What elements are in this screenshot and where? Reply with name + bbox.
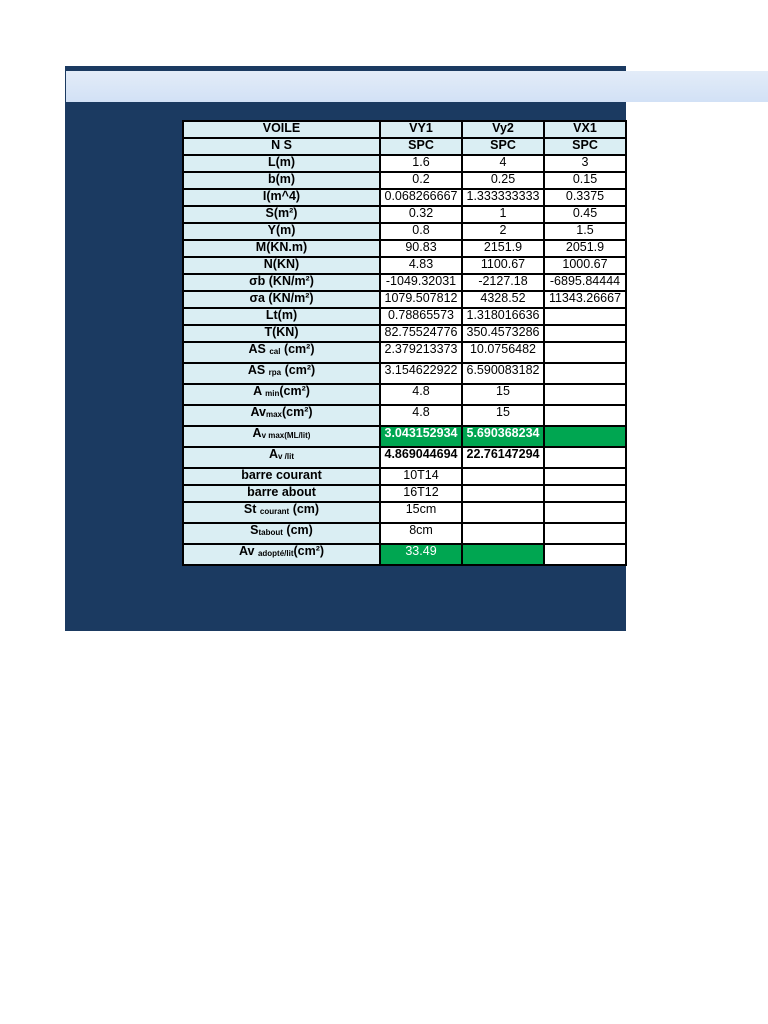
table-cell: 90.83 [380,240,462,257]
table-cell [544,384,626,405]
table-cell: -2127.18 [462,274,544,291]
label-subscript: cal [269,347,281,356]
table-cell: 4.8 [380,405,462,426]
table-cell [462,468,544,485]
table-cell: 10T14 [380,468,462,485]
table-cell: 1000.67 [544,257,626,274]
table-cell: SPC [544,138,626,155]
table-cell: 82.75524776 [380,325,462,342]
header-row [183,121,626,138]
table-cell [544,363,626,384]
table-row [183,447,626,468]
table-row [183,223,626,240]
table-row [183,189,626,206]
row-label: I(m^4) [183,189,380,206]
label-unit: (cm²) [281,405,313,419]
table-cell [544,405,626,426]
table-row [183,257,626,274]
table-cell [544,468,626,485]
table-cell: 4 [462,155,544,172]
table-cell: 1100.67 [462,257,544,274]
label-main: A [253,384,266,398]
table-cell: 2151.9 [462,240,544,257]
column-header-vy1: VY1 [380,121,462,138]
voile-table [182,120,627,566]
table-cell [462,502,544,523]
label-main: A [268,447,278,461]
label-unit: (cm) [282,523,313,537]
table-cell: 15 [462,384,544,405]
row-label: L(m) [183,155,380,172]
header-bar [66,71,768,102]
table-row [183,485,626,502]
table-cell: -1049.32031 [380,274,462,291]
table-row [183,172,626,189]
table-row [183,544,626,565]
table-cell [462,544,544,565]
table-cell: SPC [380,138,462,155]
table-cell: 0.25 [462,172,544,189]
label-unit: (cm²) [279,384,310,398]
table-cell: -6895.84444 [544,274,626,291]
table-cell [544,447,626,468]
table-row [183,240,626,257]
table-row [183,405,626,426]
table-cell: 0.32 [380,206,462,223]
table-row [183,502,626,523]
table-cell: 3 [544,155,626,172]
label-main: AS [248,342,270,356]
table-cell [544,325,626,342]
table-cell: 1.318016636 [462,308,544,325]
label-main: A [252,426,262,440]
row-label [183,405,380,426]
table-cell: 4.869044694 [380,447,462,468]
table-cell: 0.45 [544,206,626,223]
table-cell: 15cm [380,502,462,523]
table-cell [544,502,626,523]
table-row [183,468,626,485]
table-row [183,363,626,384]
table-cell: 0.78865573 [380,308,462,325]
table-cell: 2 [462,223,544,240]
row-label: barre courant [183,468,380,485]
table-cell: 4.8 [380,384,462,405]
row-label: M(KN.m) [183,240,380,257]
table-row [183,155,626,172]
label-main: Av [250,405,266,419]
table-cell: 0.8 [380,223,462,240]
label-unit: (cm²) [280,342,315,356]
table-cell [544,523,626,544]
label-main: S [250,523,259,537]
label-subscript: v /lit [278,452,295,461]
label-unit: (cm²) [293,544,325,558]
table-cell: 6.590083182 [462,363,544,384]
table-cell: 10.0756482 [462,342,544,363]
column-header-vy2: Vy2 [462,121,544,138]
row-label [183,544,380,565]
row-label [183,426,380,447]
table-cell [544,342,626,363]
table-cell: 3.043152934 [380,426,462,447]
row-label [183,342,380,363]
row-label [183,447,380,468]
label-main: Av [238,544,258,558]
label-subscript: tabout [258,528,283,537]
label-main: AS [247,363,269,377]
table-cell [462,523,544,544]
table-cell: SPC [462,138,544,155]
table-cell: 11343.26667 [544,291,626,308]
row-label: σa (KN/m²) [183,291,380,308]
column-header-voile: VOILE [183,121,380,138]
row-label: barre about [183,485,380,502]
label-subscript: v max(ML/lit) [261,431,311,440]
table-cell: 3.154622922 [380,363,462,384]
row-label: T(KN) [183,325,380,342]
label-main: St [243,502,260,516]
table-cell: 5.690368234 [462,426,544,447]
table-cell [544,544,626,565]
table-cell: 4.83 [380,257,462,274]
table-row [183,426,626,447]
table-cell: 2.379213373 [380,342,462,363]
table-row [183,523,626,544]
row-label: Lt(m) [183,308,380,325]
label-subscript: courant [259,507,290,516]
table-cell: 8cm [380,523,462,544]
table-cell: 350.4573286 [462,325,544,342]
label-subscript: rpa [268,368,282,377]
table-cell: 2051.9 [544,240,626,257]
row-label: S(m²) [183,206,380,223]
table-row [183,138,626,155]
table-cell: 0.2 [380,172,462,189]
table-cell: 16T12 [380,485,462,502]
table-cell: 1.333333333 [462,189,544,206]
table-row [183,291,626,308]
table-cell [544,485,626,502]
table-cell: 1 [462,206,544,223]
table-row [183,308,626,325]
table-row [183,325,626,342]
label-unit: (cm) [289,502,320,516]
table-cell: 4328.52 [462,291,544,308]
table-cell: 15 [462,405,544,426]
table-row [183,206,626,223]
label-subscript: adopté/lit [257,549,294,558]
table-row [183,384,626,405]
table-cell: 0.15 [544,172,626,189]
label-unit: (cm²) [281,363,316,377]
table-cell: 33.49 [380,544,462,565]
table-cell: 1.6 [380,155,462,172]
row-label [183,384,380,405]
table-cell: 1.5 [544,223,626,240]
row-label: σb (KN/m²) [183,274,380,291]
column-header-vx1: VX1 [544,121,626,138]
row-label: N(KN) [183,257,380,274]
table-row [183,342,626,363]
row-label [183,523,380,544]
row-label: b(m) [183,172,380,189]
table-cell: 0.3375 [544,189,626,206]
table-cell [544,308,626,325]
label-subscript: max [265,410,282,419]
row-label: Y(m) [183,223,380,240]
label-subscript: min [265,389,280,398]
table-cell [544,426,626,447]
row-label: N S [183,138,380,155]
table-row [183,274,626,291]
row-label [183,502,380,523]
table-cell: 1079.507812 [380,291,462,308]
row-label [183,363,380,384]
table-cell: 22.76147294 [462,447,544,468]
table-cell [462,485,544,502]
table-cell: 0.068266667 [380,189,462,206]
